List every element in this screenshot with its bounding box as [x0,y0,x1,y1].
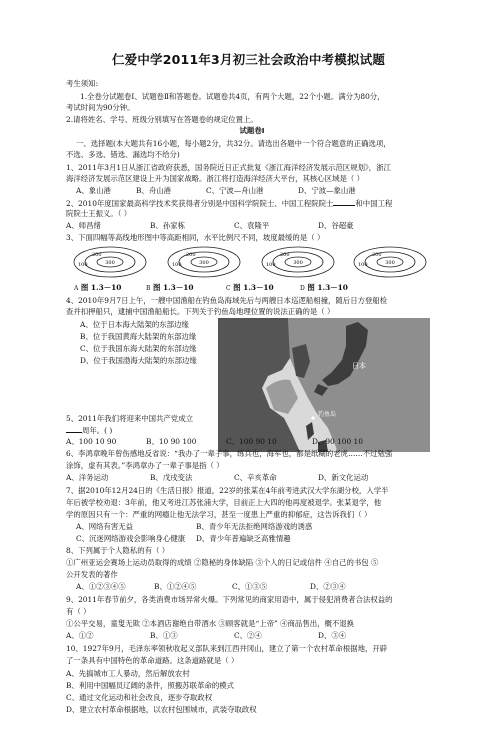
q4-option-d: D、位于我国渤海大陆架的东部边缘 [80,356,197,365]
q9-line-2: 有（ ） [66,607,91,616]
q2-text-b: 和中国工程 [355,199,393,208]
q5-text: 周年。( ) [82,426,113,435]
q5-option-c: C、100 90 10 [226,437,277,446]
q9-option-c: C、②④ [234,631,262,640]
q8-option-c: C、①③⑤ [232,582,268,591]
notice-heading: 考生须知: [66,79,99,88]
q5-option-a: A、100 10 90 [66,437,117,446]
q1-option-d: D、宁波—象山港 [298,186,356,195]
q7-option-a: A、网络有害无益 [76,522,134,531]
contour-label: 300 [199,260,209,266]
q2-option-d: D、谷超豪 [318,221,354,230]
q7-options-row-2 [76,534,448,544]
page-title: 仁爱中学2011年3月初三社会政治中考模拟试题 [111,52,386,67]
contour-label: 200 [372,252,382,258]
q5-line-2 [66,425,216,436]
figure-caption: 图 1.3－10 [307,283,348,292]
contour-label: 100 [266,262,276,268]
q9-line-3: ①公平交易，童叟无欺 ②本酒店谢绝自带酒水 ③顾客就是“上帝” ④商品售出，概不退换 [66,619,355,628]
q4-option-a: A、位于日本海大陆架的东部边缘 [80,320,189,329]
notice-line-3: 2.请将姓名、学号、班级分别填写在答题卷的规定位置上。 [66,115,258,124]
q5-option-b: B、10 90 100 [146,437,197,446]
q7-line-3: 学的原因只有一个：严重的网瘾让他无法学习，甚至一度患上严重的抑郁症，这告诉我们（ ） [66,510,372,519]
contour-label: 100 [78,262,88,268]
q6-options [66,473,438,483]
q4-line-1: 4、2010年9月7日上午，一艘中国渔船在钓鱼岛海域先后与两艘日本巡逻船相撞，随后日方登船检 [66,296,388,305]
q8-line-3: 公开发表的著作 [66,570,118,579]
q9-option-d: D、③④ [318,631,347,640]
q6-option-b: B、戊戌变法 [150,473,193,482]
contour-label: 300 [385,260,395,266]
contour-label: 300 [293,260,303,266]
q2-options [66,221,438,231]
q6-option-a: A、洋务运动 [66,473,109,482]
contour-map-d [350,244,432,280]
q8-options [76,582,448,592]
q1-option-a: A、象山港 [76,186,111,195]
notice-line-1: 1.全卷分试题卷Ⅰ、试题卷Ⅱ和答题卷。试题卷共4页，有两个大题，22个小题。满分为80分， [80,92,385,101]
q10-line-1: 10、1927年9月，毛泽东率领秋收起义部队来到江西井冈山，建立了第一个农村革命根据地，开辟 [66,644,388,653]
q9-line-1: 9、2011年春节前夕，各类消费市场异常火爆。下列常见的商家用语中，属于侵犯消费者合法权益的 [66,595,393,604]
q7-option-c: C、沉迷网络游戏会影响身心健康 [76,534,186,543]
q6-line-2: 涂饰，虚有其表。”李鸿章办了一辈子事是指（ ） [66,461,224,470]
q1-line-1: 1、2011年3月1日从浙江省政府获悉，国务院近日正式批复《浙江海洋经济发展示范区规划》，浙江 [66,163,391,172]
contour-figures [66,244,438,292]
q5-options [66,437,438,447]
q9-option-a: A、①② [66,631,94,640]
q8-line-2: ①广州亚运会赛场上运动员取得的成绩 ②隐秘的身体缺陷 ③个人的日记或信件 ④自己的书包 ⑤ [66,558,379,567]
q8-line-1: 8、下列属于个人隐私的有（ ） [66,546,170,555]
contour-label: 100 [172,262,182,268]
diaoyu-island-marker [311,416,314,419]
q7-option-b: B、青少年无法拒绝网络游戏的诱惑 [196,522,313,531]
q2-option-a: A、师昌绪 [66,221,101,230]
notice-line-2: 考试时间为90分钟。 [66,103,135,112]
figure-caption-b [146,282,194,293]
q4-line-2: 查并扣押船只，逮捕中国渔船船长。下列关于钓鱼岛地理位置的说法正确的是（ ） [66,307,335,316]
q2-blank [333,198,355,206]
figure-letter: A [74,285,79,292]
figure-letter: C [226,285,231,292]
contour-map-a [70,244,152,280]
q6-option-c: C、辛亥革命 [234,473,277,482]
q7-option-d: D、青少年普遍缺乏高雅情趣 [196,534,291,543]
q7-line-2: 年后被学校劝退：3年前，他又考进江苏张浦大学，目前正上大四的他再度被退学。张某退学，他 [66,498,382,507]
q9-options [66,631,438,641]
figure-letter: D [300,285,305,292]
contour-label: 300 [105,260,115,266]
q6-line-1: 6、李鸿章晚年曾伤感地反省说：“我办了一辈子事，练兵也，海军也，都是纸糊的老虎……不过勉强 [66,449,393,458]
figure-caption-d [300,282,348,293]
q1-line-2: 海洋经济发展示范区建设上升为国家战略。浙江将打造海洋经济大平台，其核心区域是（ ） [66,174,364,183]
q2-text: 2、2010年度国家最高科学技术奖获得者分别是中国科学院院士、中国工程院院士 [66,199,334,208]
figure-caption: 图 1.3－10 [153,283,194,292]
diaoyu-region-map [218,318,430,452]
q1-option-b: B、舟山港 [136,186,171,195]
q1-options [76,186,448,196]
q8-option-b: B、①②④⑤ [154,582,197,591]
q10-option-d: D、建立农村革命根据地，以农村包围城市，武装夺取政权 [66,705,257,714]
contour-label: 200 [280,252,290,258]
section-title: 试题卷Ⅰ [239,126,265,135]
q4-option-c: C、位于我国东海大陆架的东部边缘 [80,344,197,353]
q2-option-b: B、孙家栋 [150,221,185,230]
q2-line-2: 院院士王振义。（ ） [66,209,132,218]
q8-option-a: A、①②③④⑤ [76,582,126,591]
contour-map-b [164,244,246,280]
q2-option-c: C、袁隆平 [234,221,270,230]
map-label-diaoyu: 钓鱼岛 [318,411,337,418]
q9-option-b: B、①③ [150,631,178,640]
contour-map-c [258,244,340,280]
q7-line-1: 7、据2010年12月24日的《生活日报》报道，22岁的张某在4年前考进武汉大学东湖分校，入学半 [66,486,389,495]
map-label-japan: 日本 [352,362,366,370]
q10-line-2: 了一条具有中国特色的革命道路。这条道路就是（ ） [66,656,239,665]
figure-letter: B [146,285,151,292]
q2-line-1 [66,198,438,209]
contour-label: 200 [92,252,102,258]
figure-caption: 图 1.3－10 [80,283,122,292]
section-intro-2: 不选、多选、错选、漏选均不给分) [66,150,180,159]
figure-caption: 图 1.3－10 [233,283,274,292]
q7-options-row-1 [76,522,448,532]
q5-blank [66,425,82,433]
q10-option-a: A、先搞城市工人暴动，然后解放农村 [66,669,190,678]
q5-line-1: 5、2011年我们将迎来中国共产党成立 [66,414,193,423]
q4-option-b: B、位于我国黄海大陆架的东部边缘 [80,332,197,341]
contour-label: 200 [186,252,196,258]
q5-option-d: D、90 100 10 [312,437,363,446]
contour-label: 100 [358,262,368,268]
q3-line-1: 3、下面四幅等高线地形图中等高距相同，水平比例尺不同，坡度最缓的是（ ） [66,233,325,242]
figure-caption-c [226,282,274,293]
q1-option-c: C、宁波—舟山港 [206,186,264,195]
q10-option-b: B、利用中国幅员辽阔的条件，照搬苏联革命的模式 [66,681,235,690]
figure-caption-a [74,282,121,293]
q6-option-d: D、新文化运动 [318,473,369,482]
q8-option-d: D、②③④ [310,582,346,591]
q10-option-c: C、通过文化运动和社会改良，逐步夺取政权 [66,693,213,702]
section-intro-1: 一、选择题(本大题共有16小题，每小题2分，共32分。请选出各题中一个符合题意的正确选项， [76,139,391,148]
